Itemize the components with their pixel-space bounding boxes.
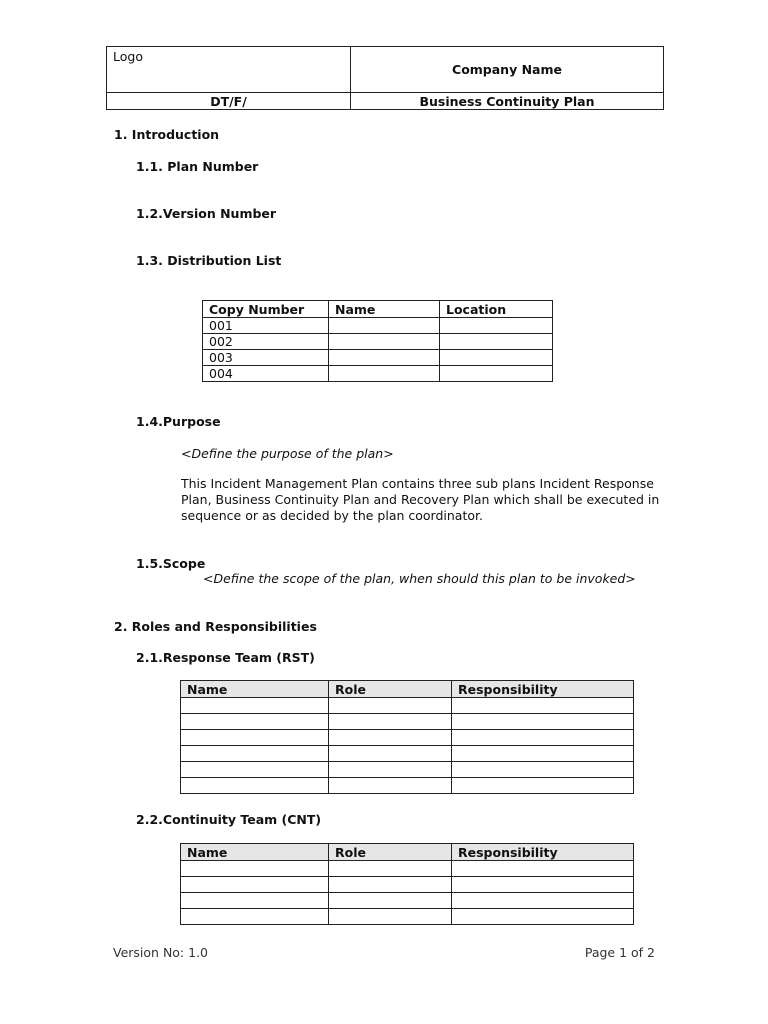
footer-version: Version No: 1.0: [113, 945, 209, 960]
column-header: Name: [181, 681, 329, 698]
table-row: [203, 350, 553, 366]
column-header: Role: [329, 681, 452, 698]
purpose-body: This Incident Management Plan contains three sub plans Incident Response Plan, Business Continuity Plan and Recovery Plan which shall be executed in sequence or as decided by the plan coordinator.: [181, 476, 660, 523]
table-row: [181, 730, 634, 746]
column-header: Role: [329, 844, 452, 861]
table-row: [203, 366, 553, 382]
company-name: Company Name: [351, 47, 664, 93]
table-row: [181, 893, 634, 909]
table-row: [181, 762, 634, 778]
document-title: Business Continuity Plan: [351, 93, 664, 110]
column-header: Name: [181, 844, 329, 861]
table-row: [203, 334, 553, 350]
table-row: [181, 861, 634, 877]
section-1-heading: 1. Introduction: [114, 127, 220, 142]
response-team-table: [180, 680, 634, 794]
column-header: Copy Number: [203, 301, 329, 318]
section-2-2-heading: 2.2.Continuity Team (CNT): [136, 812, 322, 827]
copy-number-cell: 001: [203, 318, 329, 334]
section-1-1-heading: 1.1. Plan Number: [136, 159, 259, 174]
copy-number-cell: 002: [203, 334, 329, 350]
purpose-hint: <Define the purpose of the plan>: [181, 446, 394, 461]
table-row: [181, 714, 634, 730]
distribution-table: [202, 300, 553, 382]
table-row: [181, 877, 634, 893]
table-row: [203, 318, 553, 334]
section-1-2-heading: 1.2.Version Number: [136, 206, 277, 221]
scope-hint: <Define the scope of the plan, when should this plan to be invoked>: [203, 571, 636, 586]
table-row: [181, 778, 634, 794]
column-header: Responsibility: [452, 844, 634, 861]
continuity-team-table: [180, 843, 634, 925]
column-header: Name: [329, 301, 440, 318]
footer-page-number: Page 1 of 2: [584, 945, 655, 960]
column-header: Responsibility: [452, 681, 634, 698]
copy-number-cell: 003: [203, 350, 329, 366]
section-2-1-heading: 2.1.Response Team (RST): [136, 650, 315, 665]
table-row: [181, 698, 634, 714]
section-2-heading: 2. Roles and Responsibilities: [114, 619, 317, 634]
logo-placeholder: Logo: [113, 49, 143, 64]
section-1-5-heading: 1.5.Scope: [136, 556, 206, 571]
copy-number-cell: 004: [203, 366, 329, 382]
table-row: [181, 746, 634, 762]
column-header: Location: [440, 301, 553, 318]
table-row: [181, 909, 634, 925]
section-1-3-heading: 1.3. Distribution List: [136, 253, 282, 268]
logo-cell: [107, 47, 351, 93]
header-table: [106, 46, 664, 110]
document-code: DT/F/: [107, 93, 351, 110]
section-1-4-heading: 1.4.Purpose: [136, 414, 221, 429]
